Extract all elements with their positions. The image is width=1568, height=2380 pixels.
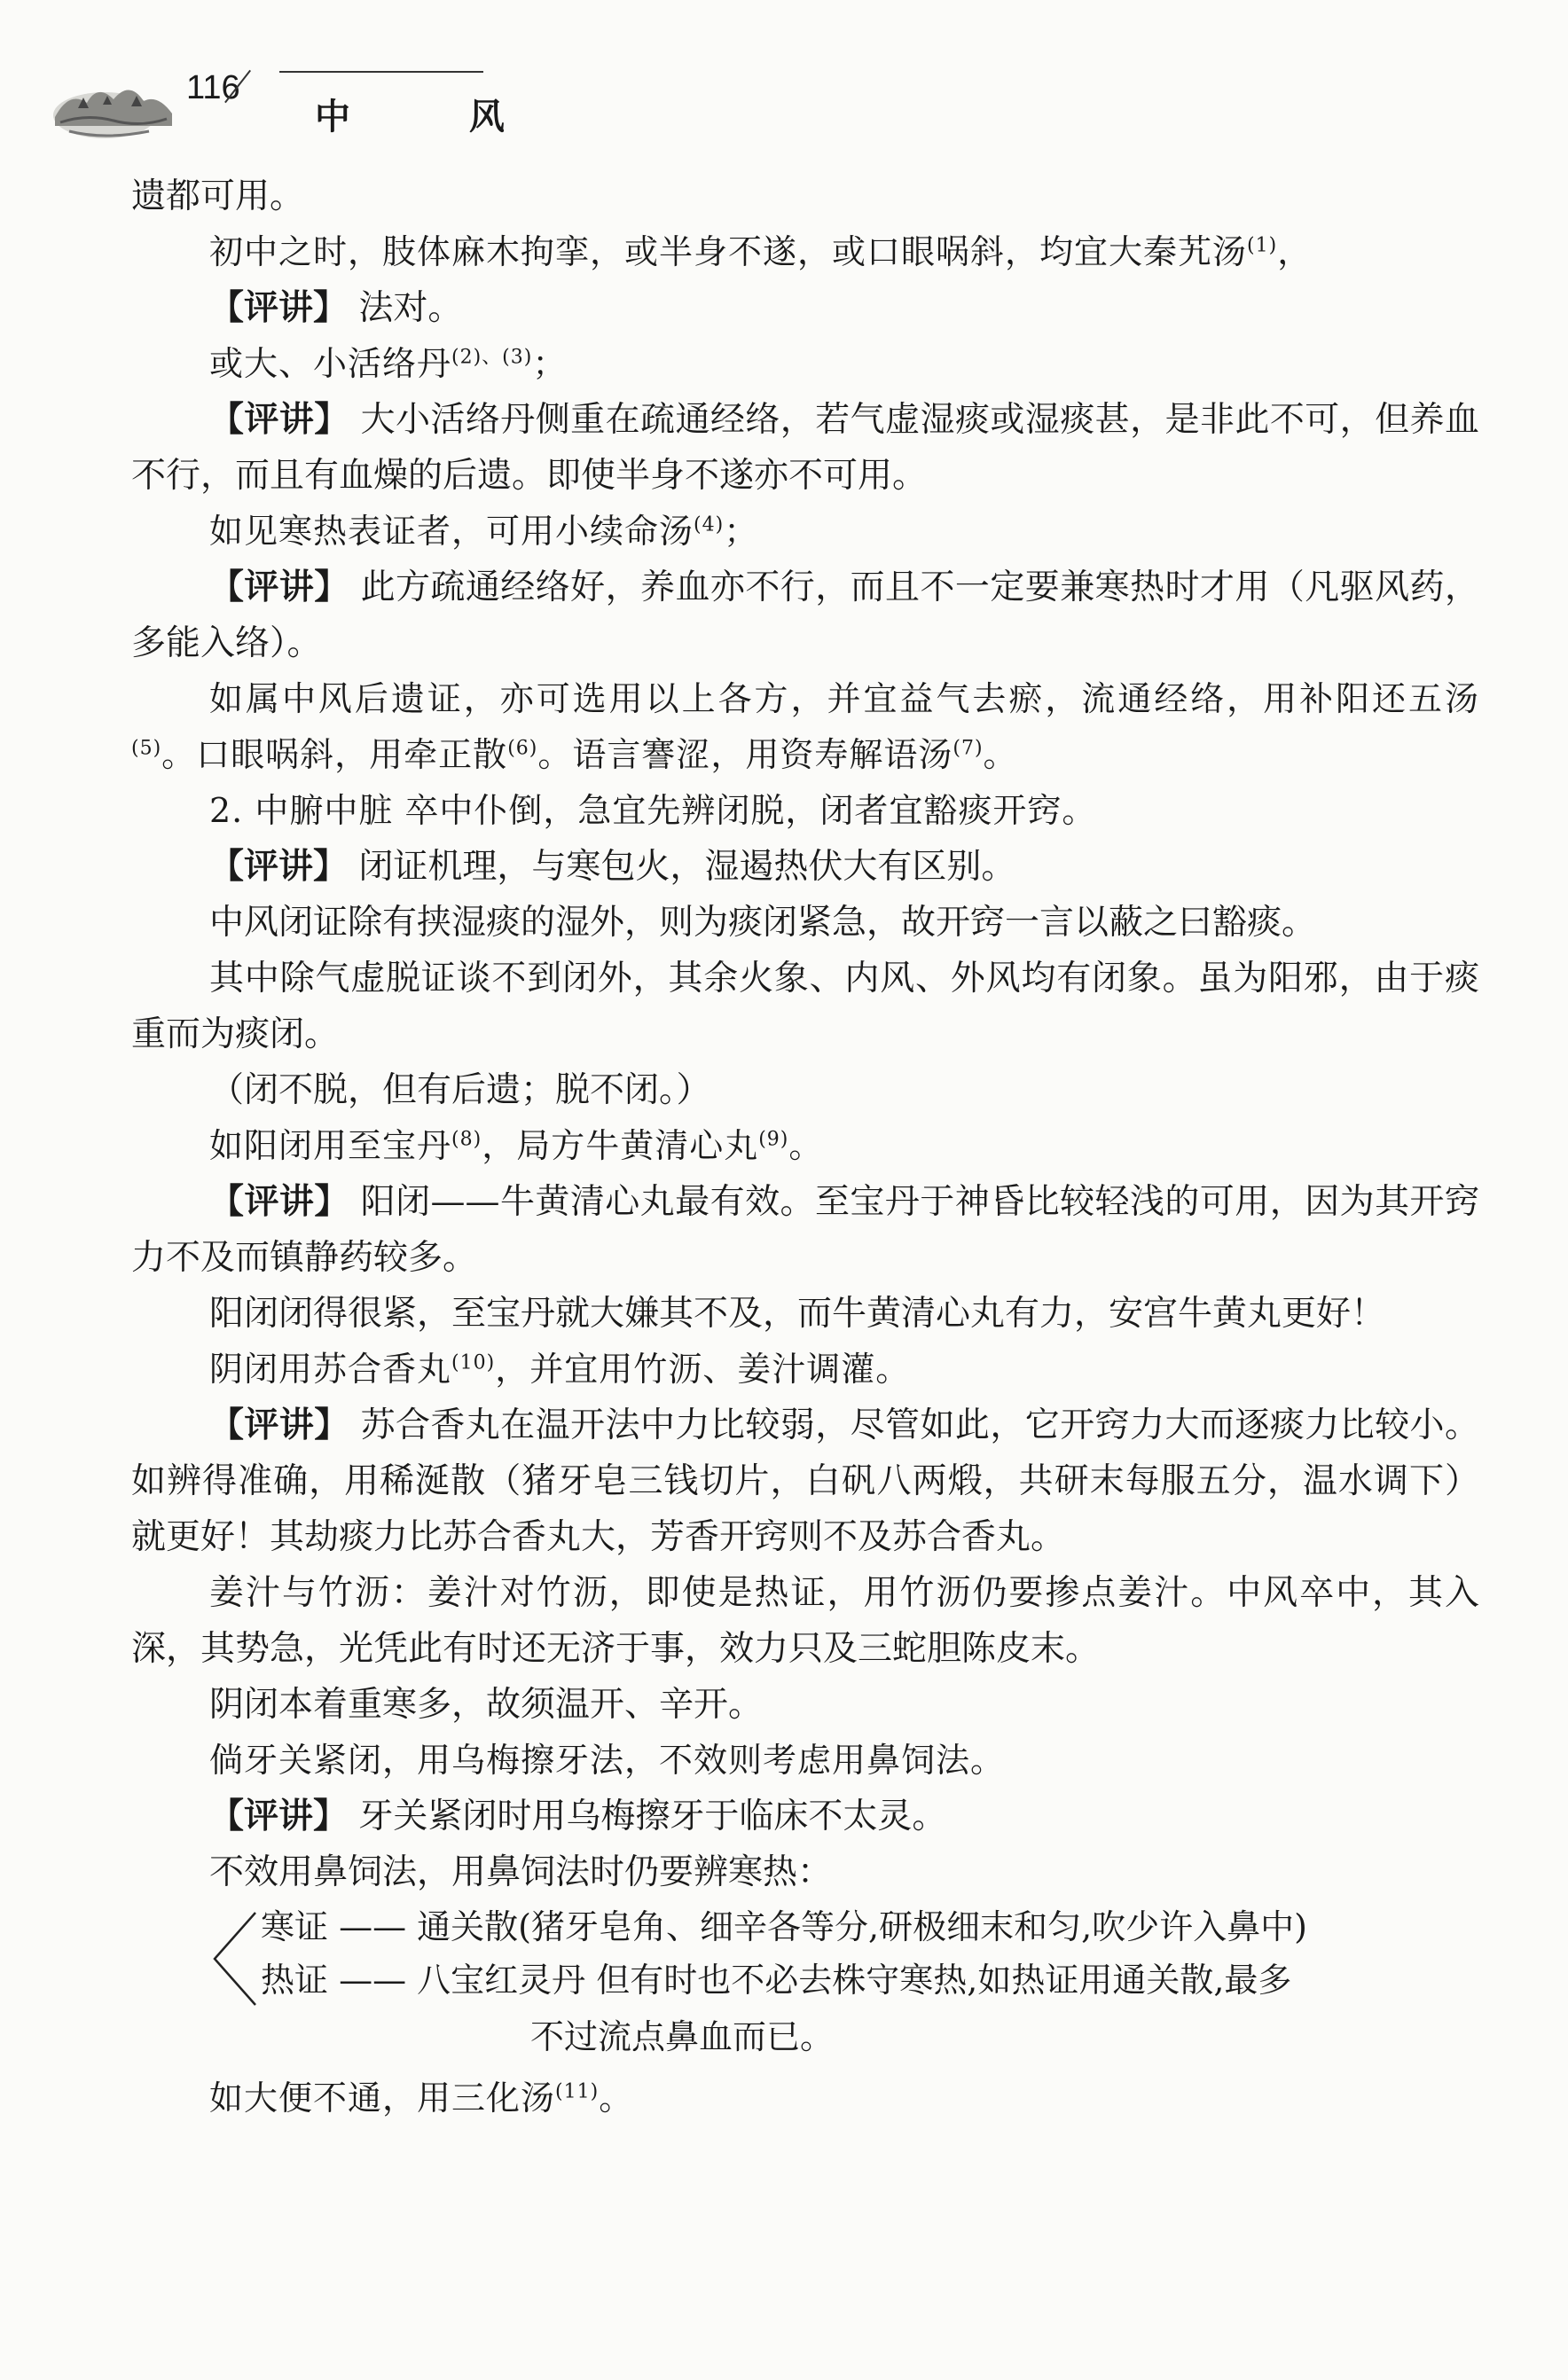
original-text: 初中之时，肢体麻木拘挛，或半身不遂，或口眼㖞斜，均宜大秦艽汤$^{(1)}$， [209, 232, 1313, 271]
footnote-ref: (9) [758, 1128, 789, 1151]
page-number: 116 [186, 69, 240, 106]
original-text: 如属中风后遗证，亦可选用以上各方，并宜益气去瘀，流通经络，用补阳还五汤$^{(5)}$。口眼㖞斜，用牵正散$^{(6)}$。语言謇涩，用资寿解语汤$^{(7)}$。 [131, 679, 1479, 774]
original-text: 倘牙关紧闭，用乌梅擦牙法，不效则考虑用鼻饲法。 [209, 1741, 1006, 1780]
original-text: 或大、小活络丹$^{(2)、(3)}$； [209, 344, 568, 383]
original-text: 如阳闭用至宝丹$^{(8)}$，局方牛黄清心丸$^{(9)}$。 [209, 1126, 824, 1165]
commentary-tag: 【评讲】 [209, 567, 349, 607]
brace-row-continuation: 不过流点鼻血而已。 [530, 2017, 835, 2056]
commentary: 【评讲】 此方疏通经络好，养血亦不行，而且不一定要兼寒热时才用（凡驱风药，多能入络）。 [131, 567, 1479, 663]
brace-icon [209, 1909, 259, 2007]
brace-row-heat: 热证 —— 八宝红灵丹 但有时也不必去株守寒热,如热证用通关散,最多 [261, 1961, 1292, 2000]
footnote-ref: (10) [451, 1351, 496, 1374]
commentary: 【评讲】 阳闭——牛黄清心丸最有效。至宝丹于神昏比较轻浅的可用，因为其开窍力不及而镇静药较多。 [131, 1181, 1479, 1278]
footnote-ref: (1) [1247, 234, 1278, 257]
chapter-title: 中 风 [315, 97, 558, 137]
section-heading: 2. 中腑中脏 卒中仆倒，急宜先辨闭脱，闭者宜豁痰开窍。 [209, 791, 1097, 830]
original-text: 阴闭用苏合香丸$^{(10)}$，并宜用竹沥、姜汁调灌。 [209, 1350, 911, 1389]
landscape-logo-icon [51, 64, 176, 149]
commentary-tag: 【评讲】 [209, 287, 349, 328]
footnote-ref: (5) [131, 737, 162, 760]
original-text: 如见寒热表证者，可用小续命汤$^{(4)}$； [209, 512, 759, 551]
footnote-ref: (7) [953, 737, 984, 760]
footnote-ref: (4) [694, 513, 725, 536]
page-body [131, 168, 1479, 2126]
paragraph: （闭不脱，但有后遗；脱不闭。） [209, 1070, 711, 1110]
commentary-tag: 【评讲】 [209, 1405, 349, 1445]
footnote-ref: (6) [507, 737, 538, 760]
paragraph: 不效用鼻饲法，用鼻饲法时仍要辨寒热： [209, 1852, 833, 1892]
commentary: 【评讲】 大小活络丹侧重在疏通经络，若气虚湿痰或湿痰甚，是非此不可，但养血不行，而且有血燥的后遗。即使半身不遂亦不可用。 [131, 399, 1479, 496]
commentary-tag: 【评讲】 [209, 1796, 349, 1836]
commentary: 【评讲】 法对。 [209, 287, 463, 328]
paragraph: 阳闭闭得很紧，至宝丹就大嫌其不及，而牛黄清心丸有力，安宫牛黄丸更好！ [209, 1294, 1386, 1334]
commentary-tag: 【评讲】 [209, 399, 349, 440]
paragraph: 姜汁与竹沥：姜汁对竹沥，即使是热证，用竹沥仍要掺点姜汁。中风卒中，其入深，其势急，光凭此有时还无济于事，效力只及三蛇胆陈皮末。 [131, 1573, 1479, 1669]
commentary-tag: 【评讲】 [209, 846, 349, 887]
paragraph: 中风闭证除有挟湿痰的湿外，则为痰闭紧急，故开窍一言以蔽之曰豁痰。 [209, 903, 1317, 943]
paragraph: 阴闭本着重寒多，故须温开、辛开。 [209, 1685, 764, 1725]
commentary: 【评讲】 闭证机理，与寒包火，湿遏热伏大有区别。 [209, 846, 1016, 887]
brace-row-cold: 寒证 —— 通关散(猪牙皂角、细辛各等分,研极细末和匀,吹少许入鼻中) [261, 1907, 1307, 1946]
original-text: 如大便不通，用三化汤$^{(11)}$。 [209, 2079, 634, 2118]
commentary: 【评讲】 苏合香丸在温开法中力比较弱，尽管如此，它开窍力大而逐痰力比较小。如辨得准确，用稀涎散（猪牙皂三钱切片，白矾八两煅，共研末每服五分，温水调下）就更好！其劫痰力比苏合香丸大，芳香开窍则不及苏合香丸。 [131, 1405, 1479, 1557]
footnote-ref: (11) [555, 2080, 600, 2103]
footnote-ref: (8) [451, 1128, 482, 1151]
paragraph: 遗都可用。 [131, 176, 305, 216]
brace-list [209, 1900, 1479, 2071]
page-header [0, 0, 1568, 151]
footnote-ref: (2)、(3) [451, 346, 533, 369]
paragraph: 其中除气虚脱证谈不到闭外，其余火象、内风、外风均有闭象。虽为阳邪，由于痰重而为痰闭。 [131, 959, 1479, 1054]
commentary-tag: 【评讲】 [209, 1181, 349, 1222]
commentary: 【评讲】 牙关紧闭时用乌梅擦牙于临床不太灵。 [209, 1796, 947, 1836]
header-rule [279, 71, 483, 73]
